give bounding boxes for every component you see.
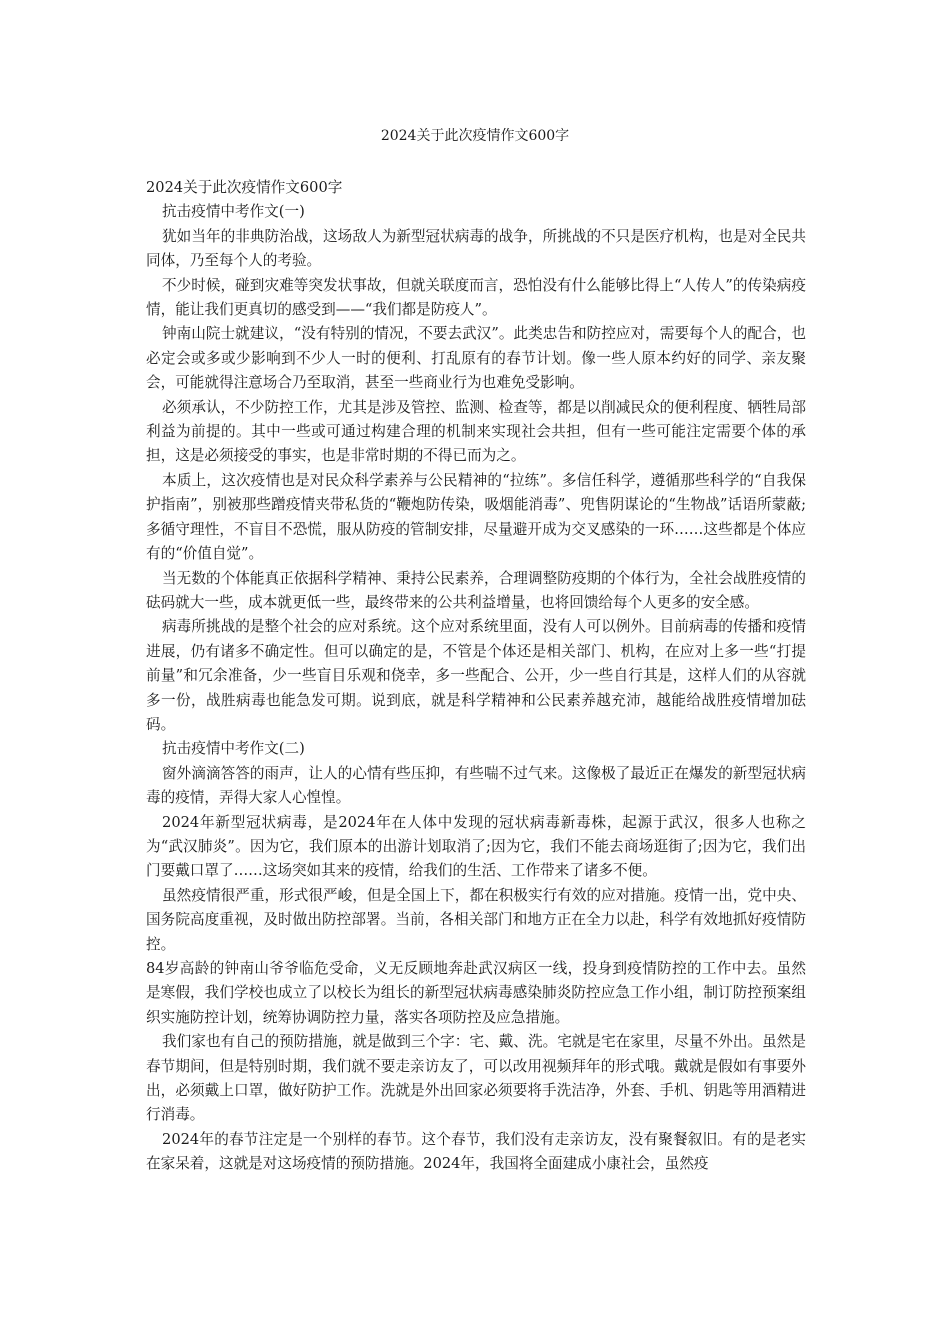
paragraph: 钟南山院士就建议，“没有特别的情况，不要去武汉”。此类忠告和防控应对，需要每个人的配合，也必定会或多或少影响到不少人一时的便利、打乱原有的春节计划。像一些人原本约好的同学、亲友聚会，可能就得注意场合乃至取消，甚至一些商业行为也难免受影响。	[146, 325, 806, 392]
paragraph: 当无数的个体能真正依据科学精神、秉持公民素养，合理调整防疫期的个体行为，全社会战胜疫情的砝码就大一些，成本就更低一些，最终带来的公共利益增量，也将回馈给每个人更多的安全感。	[146, 569, 806, 611]
document-body	[146, 176, 806, 1177]
paragraph: 必须承认，不少防控工作，尤其是涉及管控、监测、检查等，都是以削减民众的便利程度、牺牲局部利益为前提的。其中一些或可通过构建合理的机制来实现社会共担，但有一些可能注定需要个体的承担，这是必须接受的事实，也是非常时期的不得已而为之。	[146, 398, 806, 465]
document-subtitle: 2024关于此次疫情作文600字	[146, 179, 343, 196]
paragraph: 不少时候，碰到灾难等突发状事故，但就关联度而言，恐怕没有什么能够比得上“人传人”的传染病疫情，能让我们更真切的感受到——“我们都是防疫人”。	[146, 276, 806, 319]
paragraph: 2024年新型冠状病毒，是2024年在人体中发现的冠状病毒新毒株，起源于武汉，很多人也称之为“武汉肺炎”。因为它，我们原本的出游计划取消了;因为它，我们不能去商场逛街了;因为它，我们出门要戴口罩了……这场突如其来的疫情，给我们的生活、工作带来了诸多不便。	[146, 813, 806, 880]
section-heading: 抗击疫情中考作文(一)	[162, 203, 305, 221]
paragraph: 犹如当年的非典防治战，这场敌人为新型冠状病毒的战争，所挑战的不只是医疗机构，也是对全民共同体，乃至每个人的考验。	[146, 227, 806, 270]
paragraph: 虽然疫情很严重，形式很严峻，但是全国上下，都在积极实行有效的应对措施。疫情一出，党中央、国务院高度重视，及时做出防控部署。当前，各相关部门和地方正在全力以赴，科学有效地抓好疫情防控。	[146, 886, 806, 953]
paragraph: 2024年的春节注定是一个别样的春节。这个春节，我们没有走亲访友，没有聚餐叙旧。有的是老实在家呆着，这就是对这场疫情的预防措施。2024年，我国将全面建成小康社会，虽然疫	[146, 1130, 806, 1173]
paragraph: 病毒所挑战的是整个社会的应对系统。这个应对系统里面，没有人可以例外。目前病毒的传播和疫情进展，仍有诸多不确定性。但可以确定的是，不管是个体还是相关部门、机构，在应对上多一些“打提前量”和冗余准备，少一些盲目乐观和侥幸，多一些配合、公开，少一些自行其是，这样人们的从容就多一份，战胜病毒也能急发可期。说到底，就是科学精神和公民素养越充沛，越能给战胜疫情增加砝码。	[146, 618, 806, 733]
paragraph: 我们家也有自己的预防措施，就是做到三个字：宅、戴、洗。宅就是宅在家里，尽量不外出。虽然是春节期间，但是特别时期，我们就不要走亲访友了，可以改用视频拜年的形式哦。戴就是假如有事要外出，必须戴上口罩，做好防护工作。洗就是外出回家必须要将手洗洁净，外套、手机、钥匙等用酒精进行消毒。	[146, 1033, 806, 1124]
paragraph: 本质上，这次疫情也是对民众科学素养与公民精神的“拉练”。多信任科学，遵循那些科学的“自我保护指南”，别被那些蹭疫情夹带私货的“鞭炮防传染，吸烟能消毒”、兜售阴谋论的“生物战”话语所蒙蔽;多循守理性，不盲目不恐慌，服从防疫的管制安排，尽量避开成为交叉感染的一环……这些都是个体应有的“价值自觉”。	[146, 471, 806, 563]
paragraph: 84岁高龄的钟南山爷爷临危受命，义无反顾地奔赴武汉病区一线，投身到疫情防控的工作中去。虽然是寒假，我们学校也成立了以校长为组长的新型冠状病毒感染肺炎防控应急工作小组，制订防控预案组织实施防控计划，统筹协调防控力量，落实各项防控及应急措施。	[146, 960, 806, 1026]
section-heading: 抗击疫情中考作文(二)	[162, 740, 305, 758]
document-title: 2024关于此次疫情作文600字	[380, 128, 570, 144]
paragraph: 窗外滴滴答答的雨声，让人的心情有些压抑，有些喘不过气来。这像极了最近正在爆发的新型冠状病毒的疫情，弄得大家人心惶惶。	[146, 764, 806, 807]
